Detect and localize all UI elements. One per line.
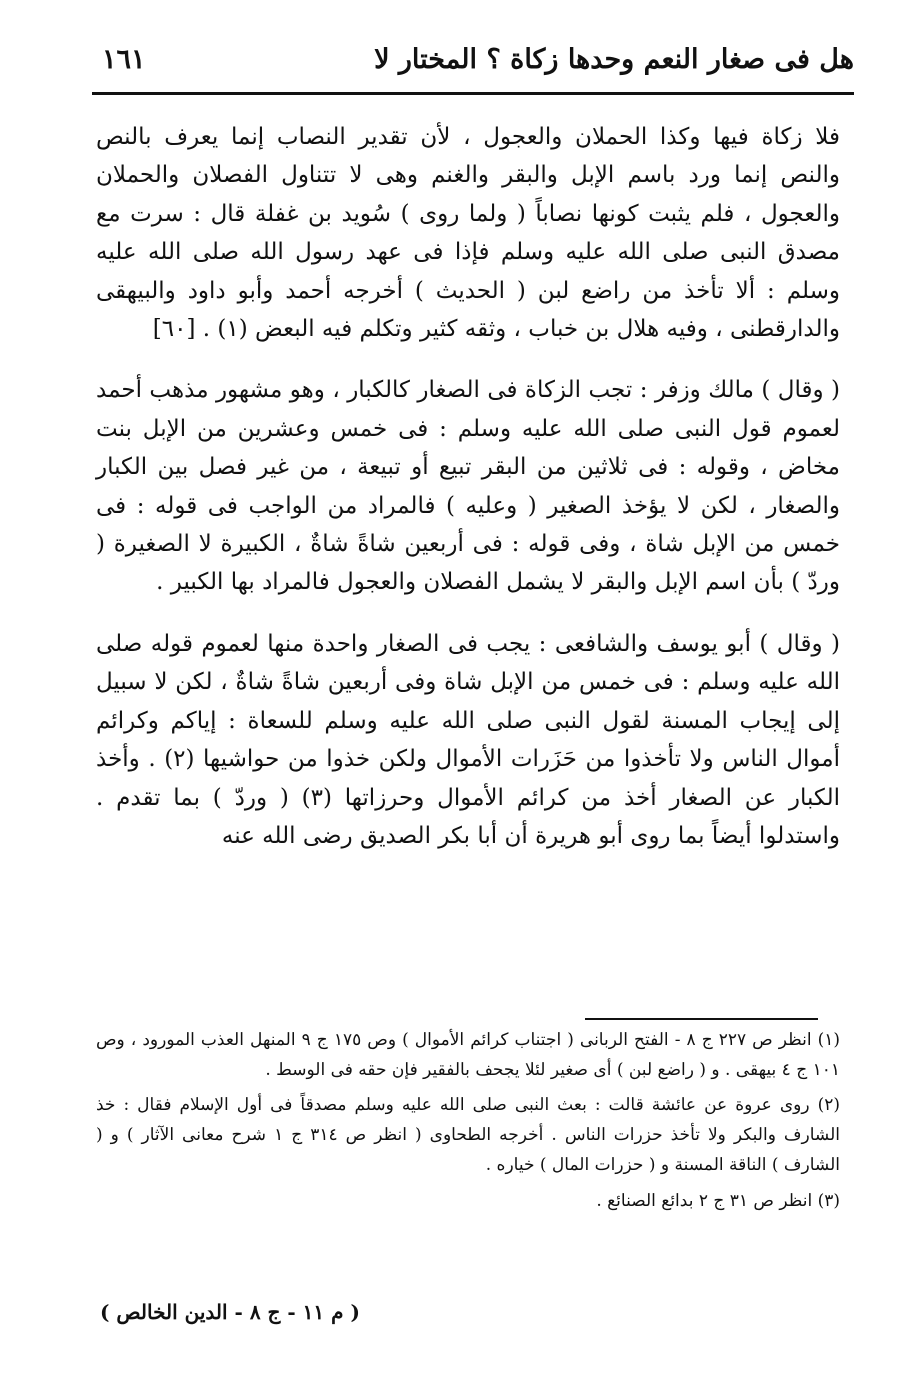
main-text bbox=[96, 118, 840, 855]
paragraph-2: ( وقال ) مالك وزفر : تجب الزكاة فى الصغار كالكبار ، وهو مشهور مذهب أحمد لعموم قول النبى صلى الله عليه وسلم : فى خمس وعشرين من الإبل بنت مخاض ، وقوله : فى ثلاثين من البقر تبيع أو تبيعة ، من غير فصل بين الكبار والصغار ، لكن لا يؤخذ الصغير ( وعليه ) فالمراد من الواجب فى قوله : فى خمس من الإبل شاة ، وفى قوله : فى أربعين شاةً شاةٌ ، الكبيرة لا الصغيرة ( وردّ ) بأن اسم الإبل والبقر لا يشمل الفصلان والعجول فالمراد بها الكبير . bbox=[96, 377, 840, 596]
footnote-1: (١) انظر ص ٢٢٧ ج ٨ - الفتح الربانى ( اجتناب كرائم الأموال ) وص ١٧٥ ج ٩ المنهل العذب المورود ، وص ١٠١ ج ٤ بيهقى . و ( راضع لبن ) أى صغير لئلا يجحف بالفقير فإن حقه فى الوسط . bbox=[96, 1030, 841, 1080]
paragraph-1: فلا زكاة فيها وكذا الحملان والعجول ، لأن تقدير النصاب إنما يعرف بالنص والنص إنما ورد باسم الإبل والبقر والغنم وهى لا تتناول الفصلان والحملان والعجول ، فلم يثبت كونها نصاباً ( ولما روى ) سُويد بن غفلة قال : سرت مع مصدق النبى صلى الله عليه وسلم فإذا فى عهد رسول الله صلى الله عليه وسلم : ألا تأخذ من راضع لبن ( الحديث ) أخرجه أحمد وأبو داود والبيهقى والدارقطنى ، وفيه هلال بن خباب ، وثقه كثير وتكلم فيه البعض (١) . [٦٠] bbox=[96, 124, 840, 343]
paragraph-3: ( وقال ) أبو يوسف والشافعى : يجب فى الصغار واحدة منها لعموم قوله صلى الله عليه وسلم : فى خمس من الإبل شاة وفى أربعين شاةً شاةٌ ، لكن لا سبيل إلى إيجاب المسنة لقول النبى صلى الله عليه وسلم للسعاة : إياكم وكرائم أموال الناس ولا تأخذوا من حَزَرات الأموال ولكن خذوا من حواشيها (٢) . وأخذ الكبار عن الصغار أخذ من كرائم الأموال وحرزاتها (٣) ( وردّ ) بما تقدم . واستدلوا أيضاً بما روى أبو هريرة أن أبا بكر الصديق رضى الله عنه bbox=[96, 630, 841, 849]
running-title: هل فى صغار النعم وحدها زكاة ؟ المختار لا bbox=[374, 44, 854, 75]
footnote-divider bbox=[585, 1018, 818, 1020]
page-number: ١٦١ bbox=[102, 44, 146, 75]
running-header bbox=[92, 40, 854, 95]
footnotes bbox=[96, 1026, 840, 1222]
footnote-2: (٢) روى عروة عن عائشة قالت : بعث النبى صلى الله عليه وسلم مصدقاً فى أول الإسلام فقال : خذ الشارف والبكر ولا تأخذ حزرات الناس . أخرجه الطحاوى ( انظر ص ٣١٤ ج ١ شرح معانى الآثار ) و ( الشارف ) الناقة المسنة و ( حزرات المال ) خياره . bbox=[96, 1095, 841, 1175]
footnote-3: (٣) انظر ص ٣١ ج ٢ بدائع الصنائع . bbox=[596, 1190, 840, 1211]
signature-mark: ( م ١١ - ج ٨ - الدين الخالص ) bbox=[100, 1300, 360, 1324]
